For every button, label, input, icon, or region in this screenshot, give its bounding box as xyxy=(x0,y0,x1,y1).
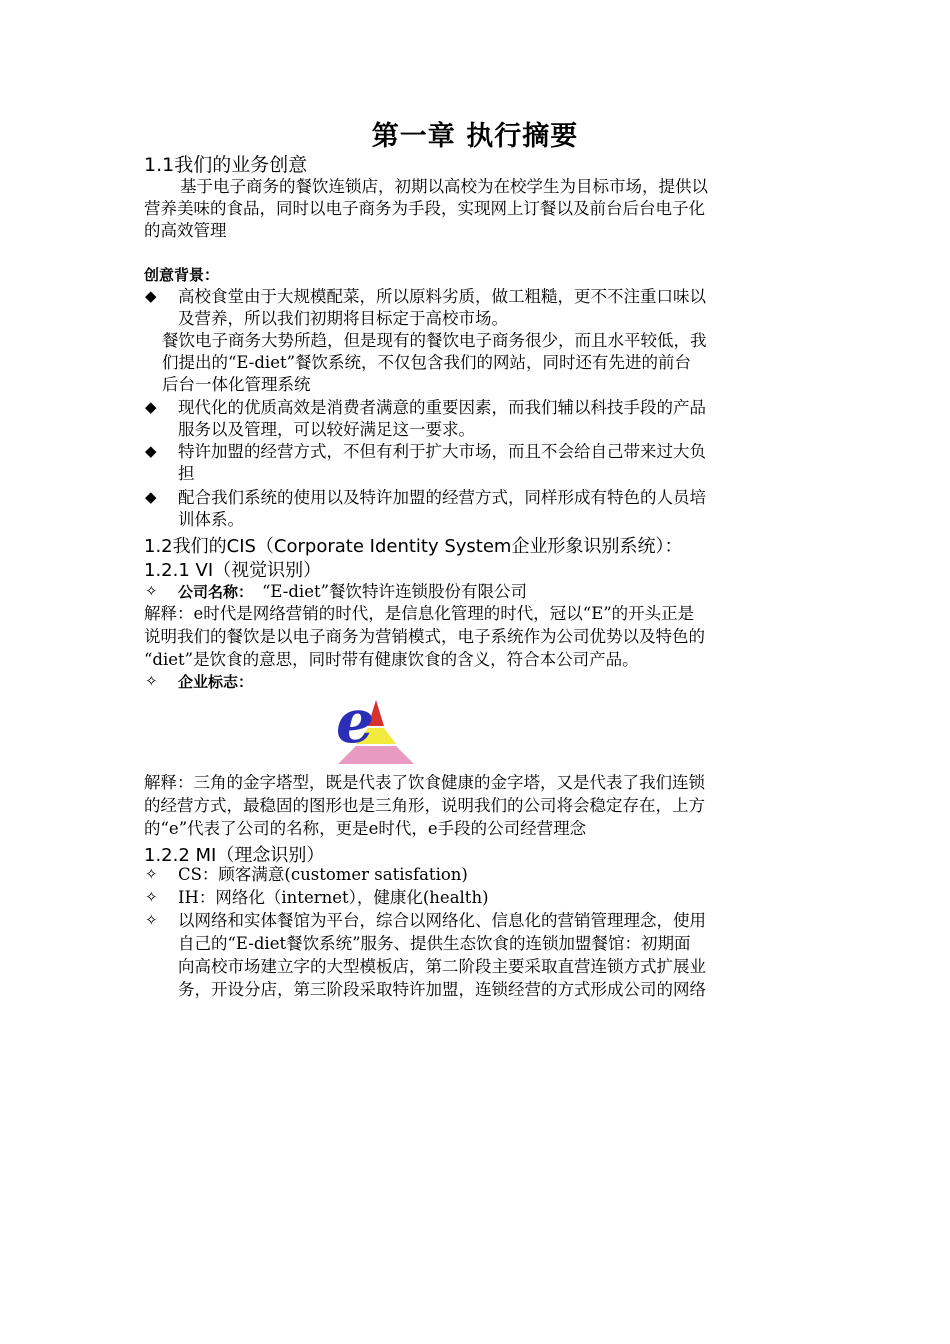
star-bullet-icon: ✧ xyxy=(145,913,158,929)
diamond-bullet-icon: ◆ xyxy=(145,444,157,460)
paragraph-line: 餐饮电子商务大势所趋，但是现有的餐饮电子商务很少，而且水平较低，我 xyxy=(162,331,707,350)
mi-item: CS：顾客满意(customer satisfation) xyxy=(178,865,468,884)
bullet-line: 高校食堂由于大规模配菜，所以原料劣质，做工粗糙，更不不注重口味以 xyxy=(178,287,706,306)
explanation-line: “diet”是饮食的意思，同时带有健康饮食的含义，符合本公司产品。 xyxy=(144,650,639,669)
bullet-line: 特许加盟的经营方式，不但有利于扩大市场，而且不会给自己带来过大负 xyxy=(178,442,706,461)
bullet-line: 服务以及管理，可以较好满足这一要求。 xyxy=(178,420,475,439)
explanation-line: 的“e”代表了公司的名称，更是e时代，e手段的公司经营理念 xyxy=(144,819,587,838)
mi-item-line: 以网络和实体餐馆为平台，综合以网络化、信息化的营销管理理念，使用 xyxy=(178,911,706,930)
chapter-title: 第一章 执行摘要 xyxy=(371,121,579,152)
background-label: 创意背景： xyxy=(144,266,220,284)
star-bullet-icon: ✧ xyxy=(145,584,158,600)
star-bullet-icon: ✧ xyxy=(145,867,158,883)
explanation-line: 解释：三角的金字塔型，既是代表了饮食健康的金字塔，又是代表了我们连锁 xyxy=(144,773,705,792)
mi-item: IH：网络化（internet），健康化(health) xyxy=(178,888,489,907)
mi-item-line: 向高校市场建立字的大型模板店，第二阶段主要采取直营连锁方式扩展业 xyxy=(178,957,706,976)
explanation-line: 解释：e时代是网络营销的时代，是信息化管理的时代，冠以“E”的开头正是 xyxy=(144,604,695,623)
star-bullet-icon: ✧ xyxy=(145,890,158,906)
paragraph-line: 后台一体化管理系统 xyxy=(162,375,311,394)
explanation-line: 的经营方式，最稳固的图形也是三角形，说明我们的公司将会稳定存在，上方 xyxy=(144,796,705,815)
explanation-line: 说明我们的餐饮是以电子商务为营销模式，电子系统作为公司优势以及特色的 xyxy=(144,627,705,646)
subsection-heading-mi: 1.2.2 MI（理念识别） xyxy=(144,845,325,866)
bullet-line: 现代化的优质高效是消费者满意的重要因素，而我们辅以科技手段的产品 xyxy=(178,398,706,417)
intro-line: 的高效管理 xyxy=(144,221,227,240)
intro-line: 营养美味的食品，同时以电子商务为手段，实现网上订餐以及前台后台电子化 xyxy=(144,199,705,218)
mi-item-line: 自己的“E-diet餐饮系统”服务、提供生态饮食的连锁加盟餐馆：初期面 xyxy=(178,934,691,953)
logo-letter: e xyxy=(336,690,375,757)
bullet-line: 担 xyxy=(178,464,195,483)
section-heading-1-2: 1.2我们的CIS（Corporate Identity System企业形象识别系统）： xyxy=(144,536,683,557)
bullet-line: 训体系。 xyxy=(178,510,244,529)
diamond-bullet-icon: ◆ xyxy=(145,490,157,506)
intro-line: 基于电子商务的餐饮连锁店，初期以高校为在校学生为目标市场，提供以 xyxy=(180,177,708,196)
company-name-value: “E-diet”餐饮特许连锁股份有限公司 xyxy=(262,582,528,601)
bullet-line: 配合我们系统的使用以及特许加盟的经营方式，同样形成有特色的人员培 xyxy=(178,488,706,507)
star-bullet-icon: ✧ xyxy=(145,674,158,690)
diamond-bullet-icon: ◆ xyxy=(145,400,157,416)
logo-label: 企业标志： xyxy=(178,673,254,691)
bullet-line: 及营养，所以我们初期将目标定于高校市场。 xyxy=(178,309,508,328)
company-name-label: 公司名称： xyxy=(178,583,254,601)
company-logo xyxy=(332,690,420,766)
mi-item-line: 务，开设分店，第三阶段采取特许加盟，连锁经营的方式形成公司的网络 xyxy=(178,980,706,999)
subsection-heading-vi: 1.2.1 VI（视觉识别） xyxy=(144,560,322,581)
diamond-bullet-icon: ◆ xyxy=(145,289,157,305)
paragraph-line: 们提出的“E-diet”餐饮系统，不仅包含我们的网站，同时还有先进的前台 xyxy=(162,353,692,372)
section-heading-1-1: 1.1我们的业务创意 xyxy=(144,154,308,176)
